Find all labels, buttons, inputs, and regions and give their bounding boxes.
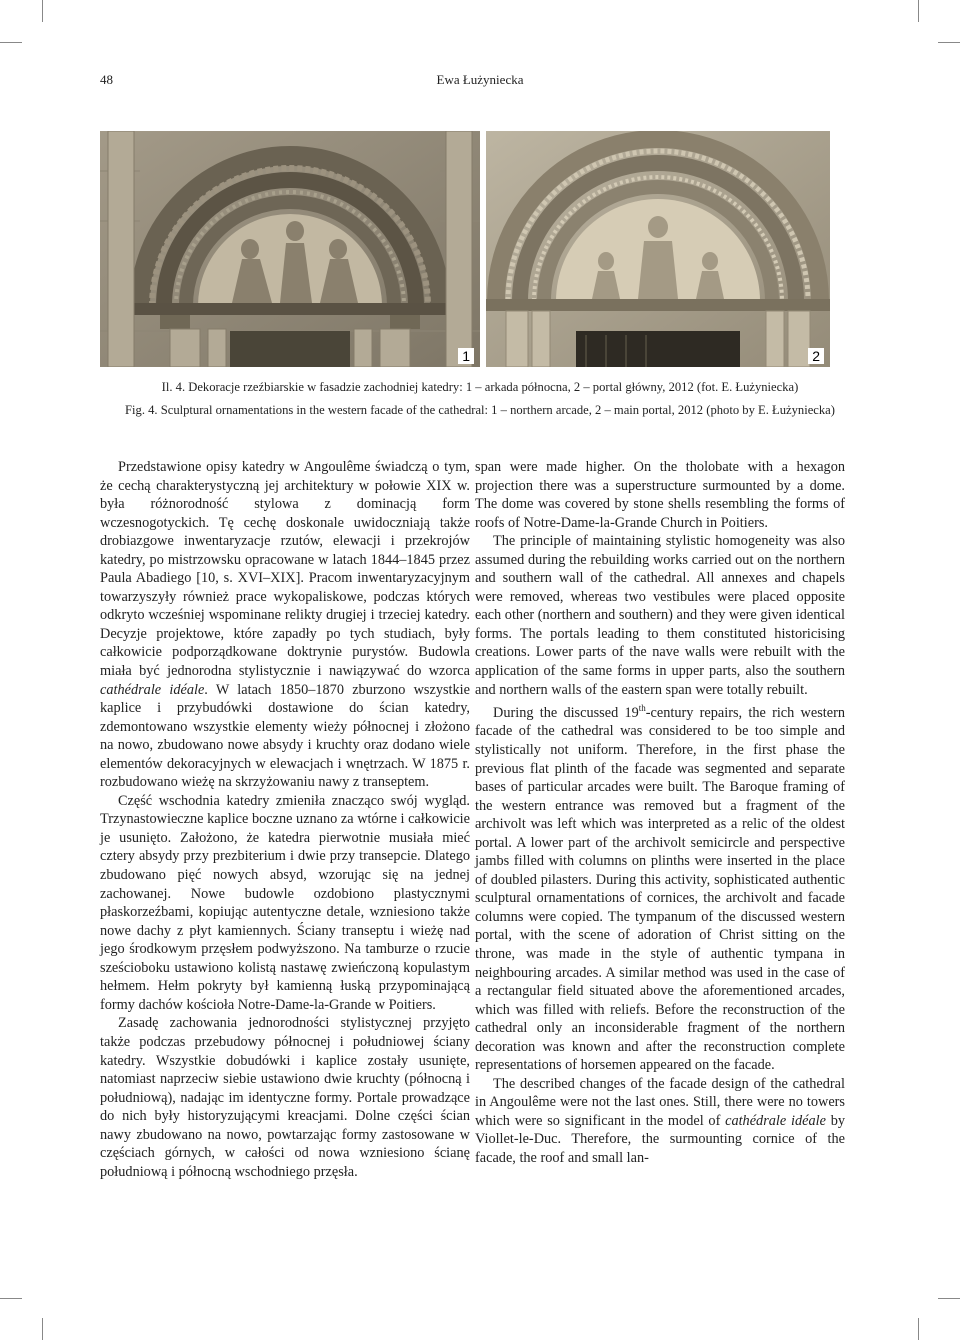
text-run: Przedstawione opisy katedry w Angoulême świadczą o tym, że cechą charakterystyczną jej architektury w połowie XIX w. była różnorodność stylowa z dominacją form wczesnogotyckich. Tę cechę doskonale uwidoczniają także drobiazgowe inwentaryzacje rzutów, elewacji i przekrojów katedry, po mistrzowsku opracowane w latach 1844–1845 przez Paula Abadiego [10, s. XVI–XIX]. Pracom inwentaryzacyjnym towarzyszyły również prace wykopaliskowe, podczas których odkryto wcześniej wspominane relikty drugiej i trzeciej katedry. Decyzje projektowe, które zapadły po tych studiach, były całkowicie podporządkowane doktrynie purystów. Budowla miała być jednorodna stylistycznie i nawiązywać do wzorca: [100, 459, 470, 680]
paragraph: [475, 532, 845, 699]
figure-caption-pl: Il. 4. Dekoracje rzeźbiarskie w fasadzie zachodniej katedry: 1 – arkada północna, 2 – portal główny, 2012 (fot. E. Łużyniecka): [161, 380, 799, 394]
crop-mark: [0, 42, 22, 43]
right-text-column: [475, 458, 845, 1168]
text-run: Część wschodnia katedry zmieniła znacząco swój wygląd. Trzynastowieczne kaplice boczne uznano za wtórne i całkowicie je usunięto. Założono, że katedra pierwotnie musiała mieć cztery absydy przy prezbiterium i dwie przy transepcie. Dlatego zbudowano pięć nowych absyd, wzorując się na jednej zachowanej. Nowe budowle ozdobiono plastycznymi płaskorzeźbami, kopiując autentyczne detale, wzniesiono także nowe dachy z płyt kamiennych. Ściany transeptu i wieżę nad jego środkowym przęsłem podwyższono. Na tamburze o rzucie sześcioboku ustawiono kolistą nastawę zwieńczoną kopulastym hełmem. Hełm pokryty był kamienną łuską przypominającą formy dachów kościoła Notre-Dame-la-Grande w Poitiers.: [100, 792, 470, 1013]
running-head-author: Ewa Łużyniecka: [436, 72, 524, 87]
page-number: 48: [100, 72, 113, 87]
crop-mark: [918, 0, 919, 22]
paragraph: [475, 458, 845, 532]
text-run: During the discussed 19: [493, 704, 639, 721]
crop-mark: [938, 42, 960, 43]
paragraph: [100, 792, 470, 1015]
paragraph: [100, 458, 470, 792]
figure-label-2: 2: [808, 348, 824, 364]
text-run: by Viollet-le-Duc. Therefore, the surmounting cornice of the facade, the roof and small lan-: [475, 1112, 845, 1166]
figure-caption-en: Fig. 4. Sculptural ornamentations in the western facade of the cathedral: 1 – northern arcade, 2 – main portal, 2012 (photo by E. Łużyniecka): [125, 403, 835, 417]
text-run: Zasadę zachowania jednorodności stylistycznej przyjęto także podczas przebudowy północnej i południowej ściany katedry. Wszystkie dobudówki i kaplice zostały usunięte, natomiast naprzeciw siebie ustawiono dwie kruchty (północną i południową), nadając im identyczne formy. Portale prowadzące do nich były historyzującymi kreacjami. Dolne części ścian nawy zbudowano na nowo, powtarzając formy zastosowane w częściach górnych, w całości od nowa wzniesiono ścianę południową i północną wschodniego przęsła.: [100, 1015, 470, 1180]
text-run: The described changes of the facade design of the cathedral in Angoulême were not the last ones. Still, there were no towers which were so significant in the model of: [475, 1075, 845, 1129]
text-run: -century repairs, the rich western facade of the cathedral was considered to be too simple and stylistically not uniform. Therefore, in the first phase the previous flat plinth of the facade was segmented and separate bases of particular arcades were built. The Baroque framing of the western entrance was removed but a fragment of the archivolt was left which was interpreted as a relic of the oldest portal. A lower part of the archivolt semicircle and perspective jambs filled with columns on plinths were inserted in the place of doubled pilasters. During this activity, sophisticated authentic sculptural ornamentations of cornices, the archivolt and facade columns were copied. The tympanum of the discussed western portal, with the scene of adoration of Christ sitting on the throne, was made in the style of authentic tympana in neighbouring arcades. A similar method was used in the case of a rectangular field situated above the aforementioned arcades, which was filled with reliefs. Before the reconstruction of the cathedral only an inconsiderable fragment of the northern decoration was known and after the reconstruction complete representations of horsemen appeared on the facade.: [475, 704, 845, 1074]
figure-label-1: 1: [458, 348, 474, 364]
figure-photo-2: [486, 131, 830, 367]
crop-mark: [0, 1298, 22, 1299]
figure-photo-1: [100, 131, 480, 367]
crop-mark: [42, 0, 43, 22]
paragraph: [475, 1075, 845, 1168]
paragraph: [100, 1014, 470, 1181]
crop-mark: [42, 1318, 43, 1340]
left-text-column: [100, 458, 470, 1181]
superscript: th: [638, 703, 646, 714]
northern-arcade-photo: [100, 131, 480, 367]
text-run: span were made higher. On the tholobate with a hexagon projection there was a superstructure surmounted by a dome. The dome was covered by stone shells resembling the forms of roofs of Notre-Dame-la-Grande Church in Poitiers.: [475, 459, 845, 531]
crop-mark: [938, 1298, 960, 1299]
text-run: The principle of maintaining stylistic homogeneity was also assumed during the rebuilding works carried out on the northern and southern wall of the cathedral. All annexes and chapels were removed, whereas two vestibules were placed opposite each other (northern and southern) and they were given identical forms. The portals leading to them constituted historicising creations. Lower parts of the nave walls were rebuilt with the application of the same forms in upper parts, also the southern and northern walls of the eastern span were totally rebuilt.: [475, 533, 845, 698]
paragraph: [475, 699, 845, 1075]
italic-term: cathédrale idéale: [100, 681, 205, 698]
italic-term: cathédrale idéale: [725, 1112, 826, 1129]
text-run: . W latach 1850–1870 zburzono wszystkie kaplice i przybudówki dostawione do ścian katedry, zdemontowano wszystkie elementy wieży północnej i złożono na nowo, zbudowano nowe absydy i kruchty oraz dodano wiele elementów dekoracyjnych w elewacjach i wnętrzach. W 1875 r. rozbudowano wieżę na skrzyżowaniu nawy z transeptem.: [100, 681, 470, 791]
main-portal-photo: [486, 131, 830, 367]
crop-mark: [918, 1318, 919, 1340]
